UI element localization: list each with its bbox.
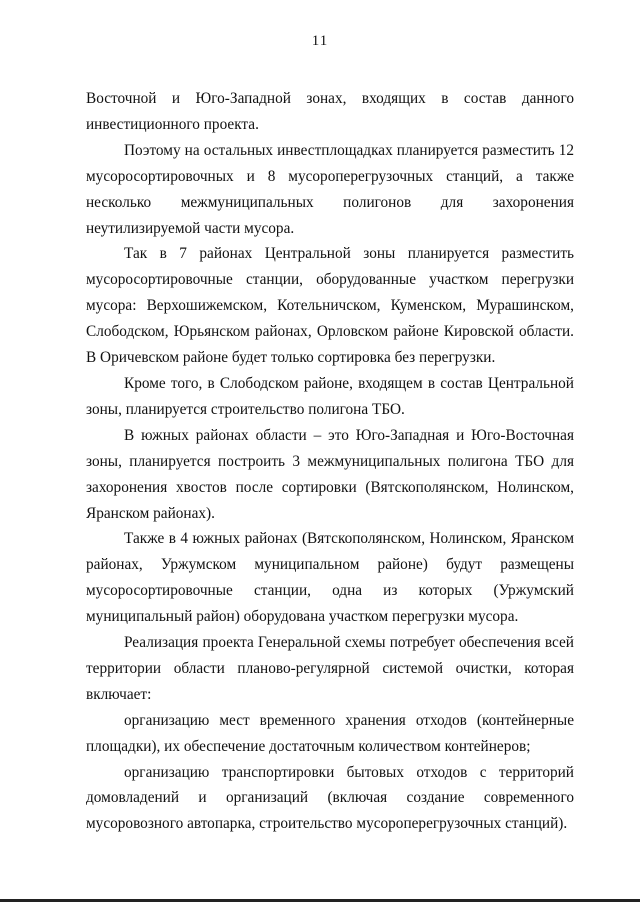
paragraph: Также в 4 южных районах (Вятскополянском, Нолинском, Яранском районах, Уржумском муниципальном районе) будут размещены мусоросортировочные станции, одна из которых (Уржумский муниципальный район) оборудована участком перегрузки мусора.	[86, 530, 574, 626]
page-number: 11	[311, 33, 329, 49]
document-body	[86, 86, 574, 837]
paragraph: В южных районах области – это Юго-Западная и Юго-Восточная зоны, планируется построить 3 межмуниципальных полигона ТБО для захоронения хвостов после сортировки (Вятскополянском, Нолинском, Яранском районах).	[86, 426, 574, 522]
paragraph: Кроме того, в Слободском районе, входящем в состав Центральной зоны, планируется строительство полигона ТБО.	[86, 374, 574, 418]
list-item: организацию транспортировки бытовых отходов с территорий домовладений и организаций (включая создание современного мусоровозного автопарка, строительство мусороперегрузочных станций).	[86, 763, 574, 833]
paragraph-continuation: Восточной и Юго-Западной зонах, входящих в состав данного инвестиционного проекта.	[86, 90, 574, 133]
paragraph: Поэтому на остальных инвестплощадках планируется разместить 12 мусоросортировочных и 8 мусороперегрузочных станций, а также несколько межмуниципальных полигонов для захоронения неутилизируемой части мусора.	[86, 141, 574, 237]
list-item: организацию мест временного хранения отходов (контейнерные площадки), их обеспечение достаточным количеством контейнеров;	[86, 711, 574, 755]
paragraph: Реализация проекта Генеральной схемы потребует обеспечения всей территории области планово-регулярной системой очистки, которая включает:	[86, 634, 574, 703]
paragraph: Так в 7 районах Центральной зоны планируется разместить мусоросортировочные станции, оборудованные участком перегрузки мусора: Верхошижемском, Котельничском, Куменском, Мурашинском, Слободском, Юрьянском районах, Орловском районе Кировской области. В Оричевском районе будет только сортировка без перегрузки.	[86, 245, 574, 367]
scan-edge-rule	[0, 899, 640, 902]
